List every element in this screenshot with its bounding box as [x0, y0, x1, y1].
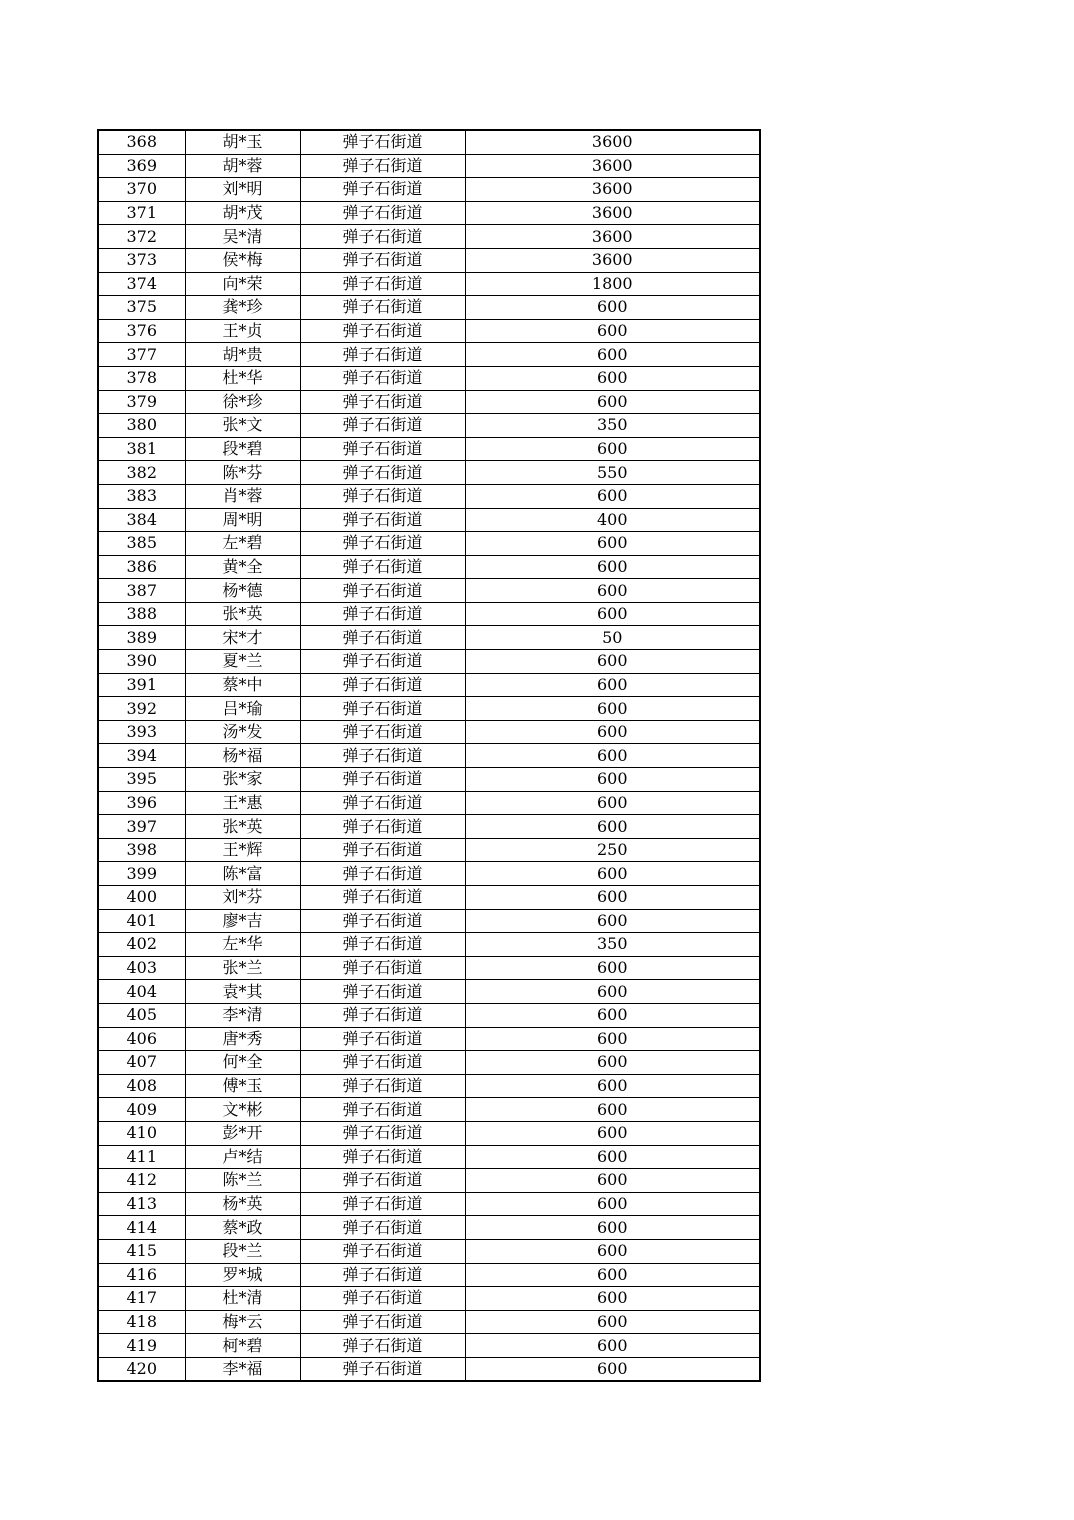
name-cell: 刘*芬: [185, 886, 300, 910]
name-cell: 蔡*政: [185, 1216, 300, 1240]
street-cell: 弹子石街道: [300, 1192, 465, 1216]
table-row: [98, 508, 760, 532]
name-cell: 陈*兰: [185, 1169, 300, 1193]
name-cell: 徐*珍: [185, 390, 300, 414]
table-row: [98, 815, 760, 839]
name-cell: 李*福: [185, 1357, 300, 1381]
table-row: [98, 980, 760, 1004]
street-cell: 弹子石街道: [300, 555, 465, 579]
amount-cell: 600: [465, 602, 760, 626]
row-number-cell: 379: [98, 390, 185, 414]
table-row: [98, 1074, 760, 1098]
name-cell: 胡*蓉: [185, 154, 300, 178]
table-row: [98, 461, 760, 485]
amount-cell: 600: [465, 673, 760, 697]
name-cell: 张*英: [185, 815, 300, 839]
name-cell: 段*碧: [185, 437, 300, 461]
row-number-cell: 392: [98, 697, 185, 721]
name-cell: 肖*蓉: [185, 484, 300, 508]
street-cell: 弹子石街道: [300, 319, 465, 343]
row-number-cell: 409: [98, 1098, 185, 1122]
name-cell: 杜*清: [185, 1287, 300, 1311]
street-cell: 弹子石街道: [300, 414, 465, 438]
row-number-cell: 381: [98, 437, 185, 461]
name-cell: 何*全: [185, 1051, 300, 1075]
row-number-cell: 383: [98, 484, 185, 508]
amount-cell: 600: [465, 366, 760, 390]
amount-cell: 350: [465, 933, 760, 957]
amount-cell: 50: [465, 626, 760, 650]
name-cell: 吴*清: [185, 225, 300, 249]
amount-cell: 3600: [465, 130, 760, 154]
street-cell: 弹子石街道: [300, 1216, 465, 1240]
table-row: [98, 532, 760, 556]
table-row: [98, 154, 760, 178]
table-row: [98, 178, 760, 202]
amount-cell: 600: [465, 1287, 760, 1311]
street-cell: 弹子石街道: [300, 1334, 465, 1358]
amount-cell: 600: [465, 1027, 760, 1051]
amount-cell: 600: [465, 1121, 760, 1145]
amount-cell: 1800: [465, 272, 760, 296]
table-row: [98, 579, 760, 603]
row-number-cell: 370: [98, 178, 185, 202]
amount-cell: 600: [465, 815, 760, 839]
amount-cell: 600: [465, 555, 760, 579]
row-number-cell: 402: [98, 933, 185, 957]
amount-cell: 600: [465, 886, 760, 910]
amount-cell: 3600: [465, 178, 760, 202]
amount-cell: 600: [465, 650, 760, 674]
table-row: [98, 602, 760, 626]
street-cell: 弹子石街道: [300, 626, 465, 650]
street-cell: 弹子石街道: [300, 130, 465, 154]
name-cell: 陈*芬: [185, 461, 300, 485]
row-number-cell: 387: [98, 579, 185, 603]
table-row: [98, 1357, 760, 1381]
row-number-cell: 378: [98, 366, 185, 390]
street-cell: 弹子石街道: [300, 838, 465, 862]
table-row: [98, 1145, 760, 1169]
name-cell: 左*华: [185, 933, 300, 957]
table-row: [98, 248, 760, 272]
street-cell: 弹子石街道: [300, 1121, 465, 1145]
amount-cell: 600: [465, 1169, 760, 1193]
name-cell: 杨*德: [185, 579, 300, 603]
row-number-cell: 396: [98, 791, 185, 815]
table-row: [98, 1192, 760, 1216]
row-number-cell: 406: [98, 1027, 185, 1051]
table-row: [98, 1027, 760, 1051]
row-number-cell: 419: [98, 1334, 185, 1358]
table-row: [98, 791, 760, 815]
table-row: [98, 366, 760, 390]
street-cell: 弹子石街道: [300, 484, 465, 508]
amount-cell: 600: [465, 1263, 760, 1287]
row-number-cell: 411: [98, 1145, 185, 1169]
name-cell: 罗*城: [185, 1263, 300, 1287]
street-cell: 弹子石街道: [300, 602, 465, 626]
row-number-cell: 395: [98, 768, 185, 792]
amount-cell: 600: [465, 296, 760, 320]
amount-cell: 600: [465, 956, 760, 980]
street-cell: 弹子石街道: [300, 886, 465, 910]
row-number-cell: 371: [98, 201, 185, 225]
table-row: [98, 1216, 760, 1240]
name-cell: 杨*英: [185, 1192, 300, 1216]
table-row: [98, 650, 760, 674]
table-row: [98, 909, 760, 933]
row-number-cell: 368: [98, 130, 185, 154]
amount-cell: 600: [465, 1074, 760, 1098]
table-row: [98, 1121, 760, 1145]
name-cell: 向*荣: [185, 272, 300, 296]
amount-cell: 600: [465, 390, 760, 414]
street-cell: 弹子石街道: [300, 744, 465, 768]
row-number-cell: 413: [98, 1192, 185, 1216]
amount-cell: 600: [465, 744, 760, 768]
row-number-cell: 401: [98, 909, 185, 933]
street-cell: 弹子石街道: [300, 1310, 465, 1334]
name-cell: 左*碧: [185, 532, 300, 556]
table-row: [98, 296, 760, 320]
row-number-cell: 377: [98, 343, 185, 367]
street-cell: 弹子石街道: [300, 933, 465, 957]
row-number-cell: 372: [98, 225, 185, 249]
street-cell: 弹子石街道: [300, 201, 465, 225]
amount-cell: 600: [465, 720, 760, 744]
table-row: [98, 1169, 760, 1193]
street-cell: 弹子石街道: [300, 909, 465, 933]
street-cell: 弹子石街道: [300, 296, 465, 320]
row-number-cell: 412: [98, 1169, 185, 1193]
row-number-cell: 405: [98, 1003, 185, 1027]
street-cell: 弹子石街道: [300, 1098, 465, 1122]
name-cell: 汤*发: [185, 720, 300, 744]
name-cell: 胡*贵: [185, 343, 300, 367]
street-cell: 弹子石街道: [300, 1239, 465, 1263]
amount-cell: 400: [465, 508, 760, 532]
name-cell: 胡*玉: [185, 130, 300, 154]
name-cell: 王*贞: [185, 319, 300, 343]
amount-cell: 550: [465, 461, 760, 485]
name-cell: 廖*吉: [185, 909, 300, 933]
row-number-cell: 420: [98, 1357, 185, 1381]
table-row: [98, 744, 760, 768]
street-cell: 弹子石街道: [300, 272, 465, 296]
roster-sheet: [97, 129, 759, 1382]
table-row: [98, 673, 760, 697]
row-number-cell: 398: [98, 838, 185, 862]
row-number-cell: 388: [98, 602, 185, 626]
table-row: [98, 697, 760, 721]
street-cell: 弹子石街道: [300, 390, 465, 414]
table-row: [98, 437, 760, 461]
name-cell: 宋*才: [185, 626, 300, 650]
street-cell: 弹子石街道: [300, 154, 465, 178]
amount-cell: 600: [465, 1003, 760, 1027]
table-row: [98, 484, 760, 508]
street-cell: 弹子石街道: [300, 1145, 465, 1169]
amount-cell: 600: [465, 484, 760, 508]
street-cell: 弹子石街道: [300, 791, 465, 815]
row-number-cell: 391: [98, 673, 185, 697]
street-cell: 弹子石街道: [300, 697, 465, 721]
name-cell: 吕*瑜: [185, 697, 300, 721]
amount-cell: 600: [465, 343, 760, 367]
name-cell: 张*英: [185, 602, 300, 626]
name-cell: 张*文: [185, 414, 300, 438]
row-number-cell: 369: [98, 154, 185, 178]
name-cell: 蔡*中: [185, 673, 300, 697]
table-row: [98, 626, 760, 650]
row-number-cell: 393: [98, 720, 185, 744]
row-number-cell: 399: [98, 862, 185, 886]
amount-cell: 3600: [465, 154, 760, 178]
name-cell: 夏*兰: [185, 650, 300, 674]
table-row: [98, 1334, 760, 1358]
row-number-cell: 382: [98, 461, 185, 485]
row-number-cell: 386: [98, 555, 185, 579]
street-cell: 弹子石街道: [300, 461, 465, 485]
street-cell: 弹子石街道: [300, 1287, 465, 1311]
row-number-cell: 416: [98, 1263, 185, 1287]
row-number-cell: 375: [98, 296, 185, 320]
name-cell: 杨*福: [185, 744, 300, 768]
amount-cell: 350: [465, 414, 760, 438]
row-number-cell: 403: [98, 956, 185, 980]
name-cell: 文*彬: [185, 1098, 300, 1122]
street-cell: 弹子石街道: [300, 673, 465, 697]
amount-cell: 3600: [465, 201, 760, 225]
amount-cell: 600: [465, 1216, 760, 1240]
table-row: [98, 768, 760, 792]
name-cell: 刘*明: [185, 178, 300, 202]
name-cell: 傅*玉: [185, 1074, 300, 1098]
amount-cell: 600: [465, 1310, 760, 1334]
name-cell: 柯*碧: [185, 1334, 300, 1358]
street-cell: 弹子石街道: [300, 768, 465, 792]
amount-cell: 600: [465, 791, 760, 815]
row-number-cell: 394: [98, 744, 185, 768]
table-row: [98, 838, 760, 862]
name-cell: 杜*华: [185, 366, 300, 390]
roster-table: [97, 129, 761, 1382]
row-number-cell: 389: [98, 626, 185, 650]
table-row: [98, 1003, 760, 1027]
street-cell: 弹子石街道: [300, 1051, 465, 1075]
amount-cell: 600: [465, 532, 760, 556]
row-number-cell: 397: [98, 815, 185, 839]
name-cell: 侯*梅: [185, 248, 300, 272]
amount-cell: 600: [465, 579, 760, 603]
table-row: [98, 933, 760, 957]
name-cell: 周*明: [185, 508, 300, 532]
street-cell: 弹子石街道: [300, 720, 465, 744]
street-cell: 弹子石街道: [300, 1027, 465, 1051]
table-row: [98, 720, 760, 744]
street-cell: 弹子石街道: [300, 862, 465, 886]
row-number-cell: 374: [98, 272, 185, 296]
street-cell: 弹子石街道: [300, 815, 465, 839]
street-cell: 弹子石街道: [300, 366, 465, 390]
table-row: [98, 272, 760, 296]
row-number-cell: 410: [98, 1121, 185, 1145]
street-cell: 弹子石街道: [300, 1357, 465, 1381]
street-cell: 弹子石街道: [300, 579, 465, 603]
street-cell: 弹子石街道: [300, 508, 465, 532]
amount-cell: 600: [465, 1098, 760, 1122]
street-cell: 弹子石街道: [300, 1263, 465, 1287]
row-number-cell: 404: [98, 980, 185, 1004]
table-row: [98, 1051, 760, 1075]
street-cell: 弹子石街道: [300, 1074, 465, 1098]
table-row: [98, 319, 760, 343]
table-row: [98, 886, 760, 910]
row-number-cell: 415: [98, 1239, 185, 1263]
row-number-cell: 418: [98, 1310, 185, 1334]
name-cell: 李*清: [185, 1003, 300, 1027]
name-cell: 梅*云: [185, 1310, 300, 1334]
table-row: [98, 1263, 760, 1287]
table-row: [98, 1239, 760, 1263]
table-row: [98, 343, 760, 367]
name-cell: 黄*全: [185, 555, 300, 579]
street-cell: 弹子石街道: [300, 1003, 465, 1027]
street-cell: 弹子石街道: [300, 980, 465, 1004]
row-number-cell: 414: [98, 1216, 185, 1240]
name-cell: 唐*秀: [185, 1027, 300, 1051]
street-cell: 弹子石街道: [300, 1169, 465, 1193]
amount-cell: 3600: [465, 225, 760, 249]
row-number-cell: 373: [98, 248, 185, 272]
row-number-cell: 417: [98, 1287, 185, 1311]
amount-cell: 600: [465, 697, 760, 721]
table-row: [98, 130, 760, 154]
name-cell: 陈*富: [185, 862, 300, 886]
row-number-cell: 390: [98, 650, 185, 674]
amount-cell: 600: [465, 1192, 760, 1216]
row-number-cell: 380: [98, 414, 185, 438]
amount-cell: 600: [465, 1334, 760, 1358]
amount-cell: 600: [465, 862, 760, 886]
name-cell: 卢*结: [185, 1145, 300, 1169]
name-cell: 龚*珍: [185, 296, 300, 320]
street-cell: 弹子石街道: [300, 437, 465, 461]
roster-body: [98, 130, 760, 1381]
amount-cell: 600: [465, 1145, 760, 1169]
row-number-cell: 407: [98, 1051, 185, 1075]
amount-cell: 600: [465, 1051, 760, 1075]
amount-cell: 600: [465, 768, 760, 792]
row-number-cell: 408: [98, 1074, 185, 1098]
name-cell: 张*兰: [185, 956, 300, 980]
name-cell: 袁*其: [185, 980, 300, 1004]
street-cell: 弹子石街道: [300, 343, 465, 367]
name-cell: 彭*开: [185, 1121, 300, 1145]
street-cell: 弹子石街道: [300, 532, 465, 556]
row-number-cell: 384: [98, 508, 185, 532]
row-number-cell: 376: [98, 319, 185, 343]
table-row: [98, 1310, 760, 1334]
name-cell: 王*惠: [185, 791, 300, 815]
street-cell: 弹子石街道: [300, 225, 465, 249]
table-row: [98, 390, 760, 414]
street-cell: 弹子石街道: [300, 248, 465, 272]
name-cell: 王*辉: [185, 838, 300, 862]
table-row: [98, 555, 760, 579]
name-cell: 胡*茂: [185, 201, 300, 225]
table-row: [98, 225, 760, 249]
row-number-cell: 400: [98, 886, 185, 910]
row-number-cell: 385: [98, 532, 185, 556]
amount-cell: 600: [465, 1239, 760, 1263]
amount-cell: 600: [465, 1357, 760, 1381]
table-row: [98, 414, 760, 438]
table-row: [98, 862, 760, 886]
street-cell: 弹子石街道: [300, 178, 465, 202]
street-cell: 弹子石街道: [300, 650, 465, 674]
amount-cell: 600: [465, 437, 760, 461]
amount-cell: 600: [465, 980, 760, 1004]
amount-cell: 600: [465, 909, 760, 933]
table-row: [98, 1098, 760, 1122]
name-cell: 段*兰: [185, 1239, 300, 1263]
table-row: [98, 201, 760, 225]
amount-cell: 600: [465, 319, 760, 343]
name-cell: 张*家: [185, 768, 300, 792]
table-row: [98, 956, 760, 980]
table-row: [98, 1287, 760, 1311]
amount-cell: 3600: [465, 248, 760, 272]
amount-cell: 250: [465, 838, 760, 862]
street-cell: 弹子石街道: [300, 956, 465, 980]
